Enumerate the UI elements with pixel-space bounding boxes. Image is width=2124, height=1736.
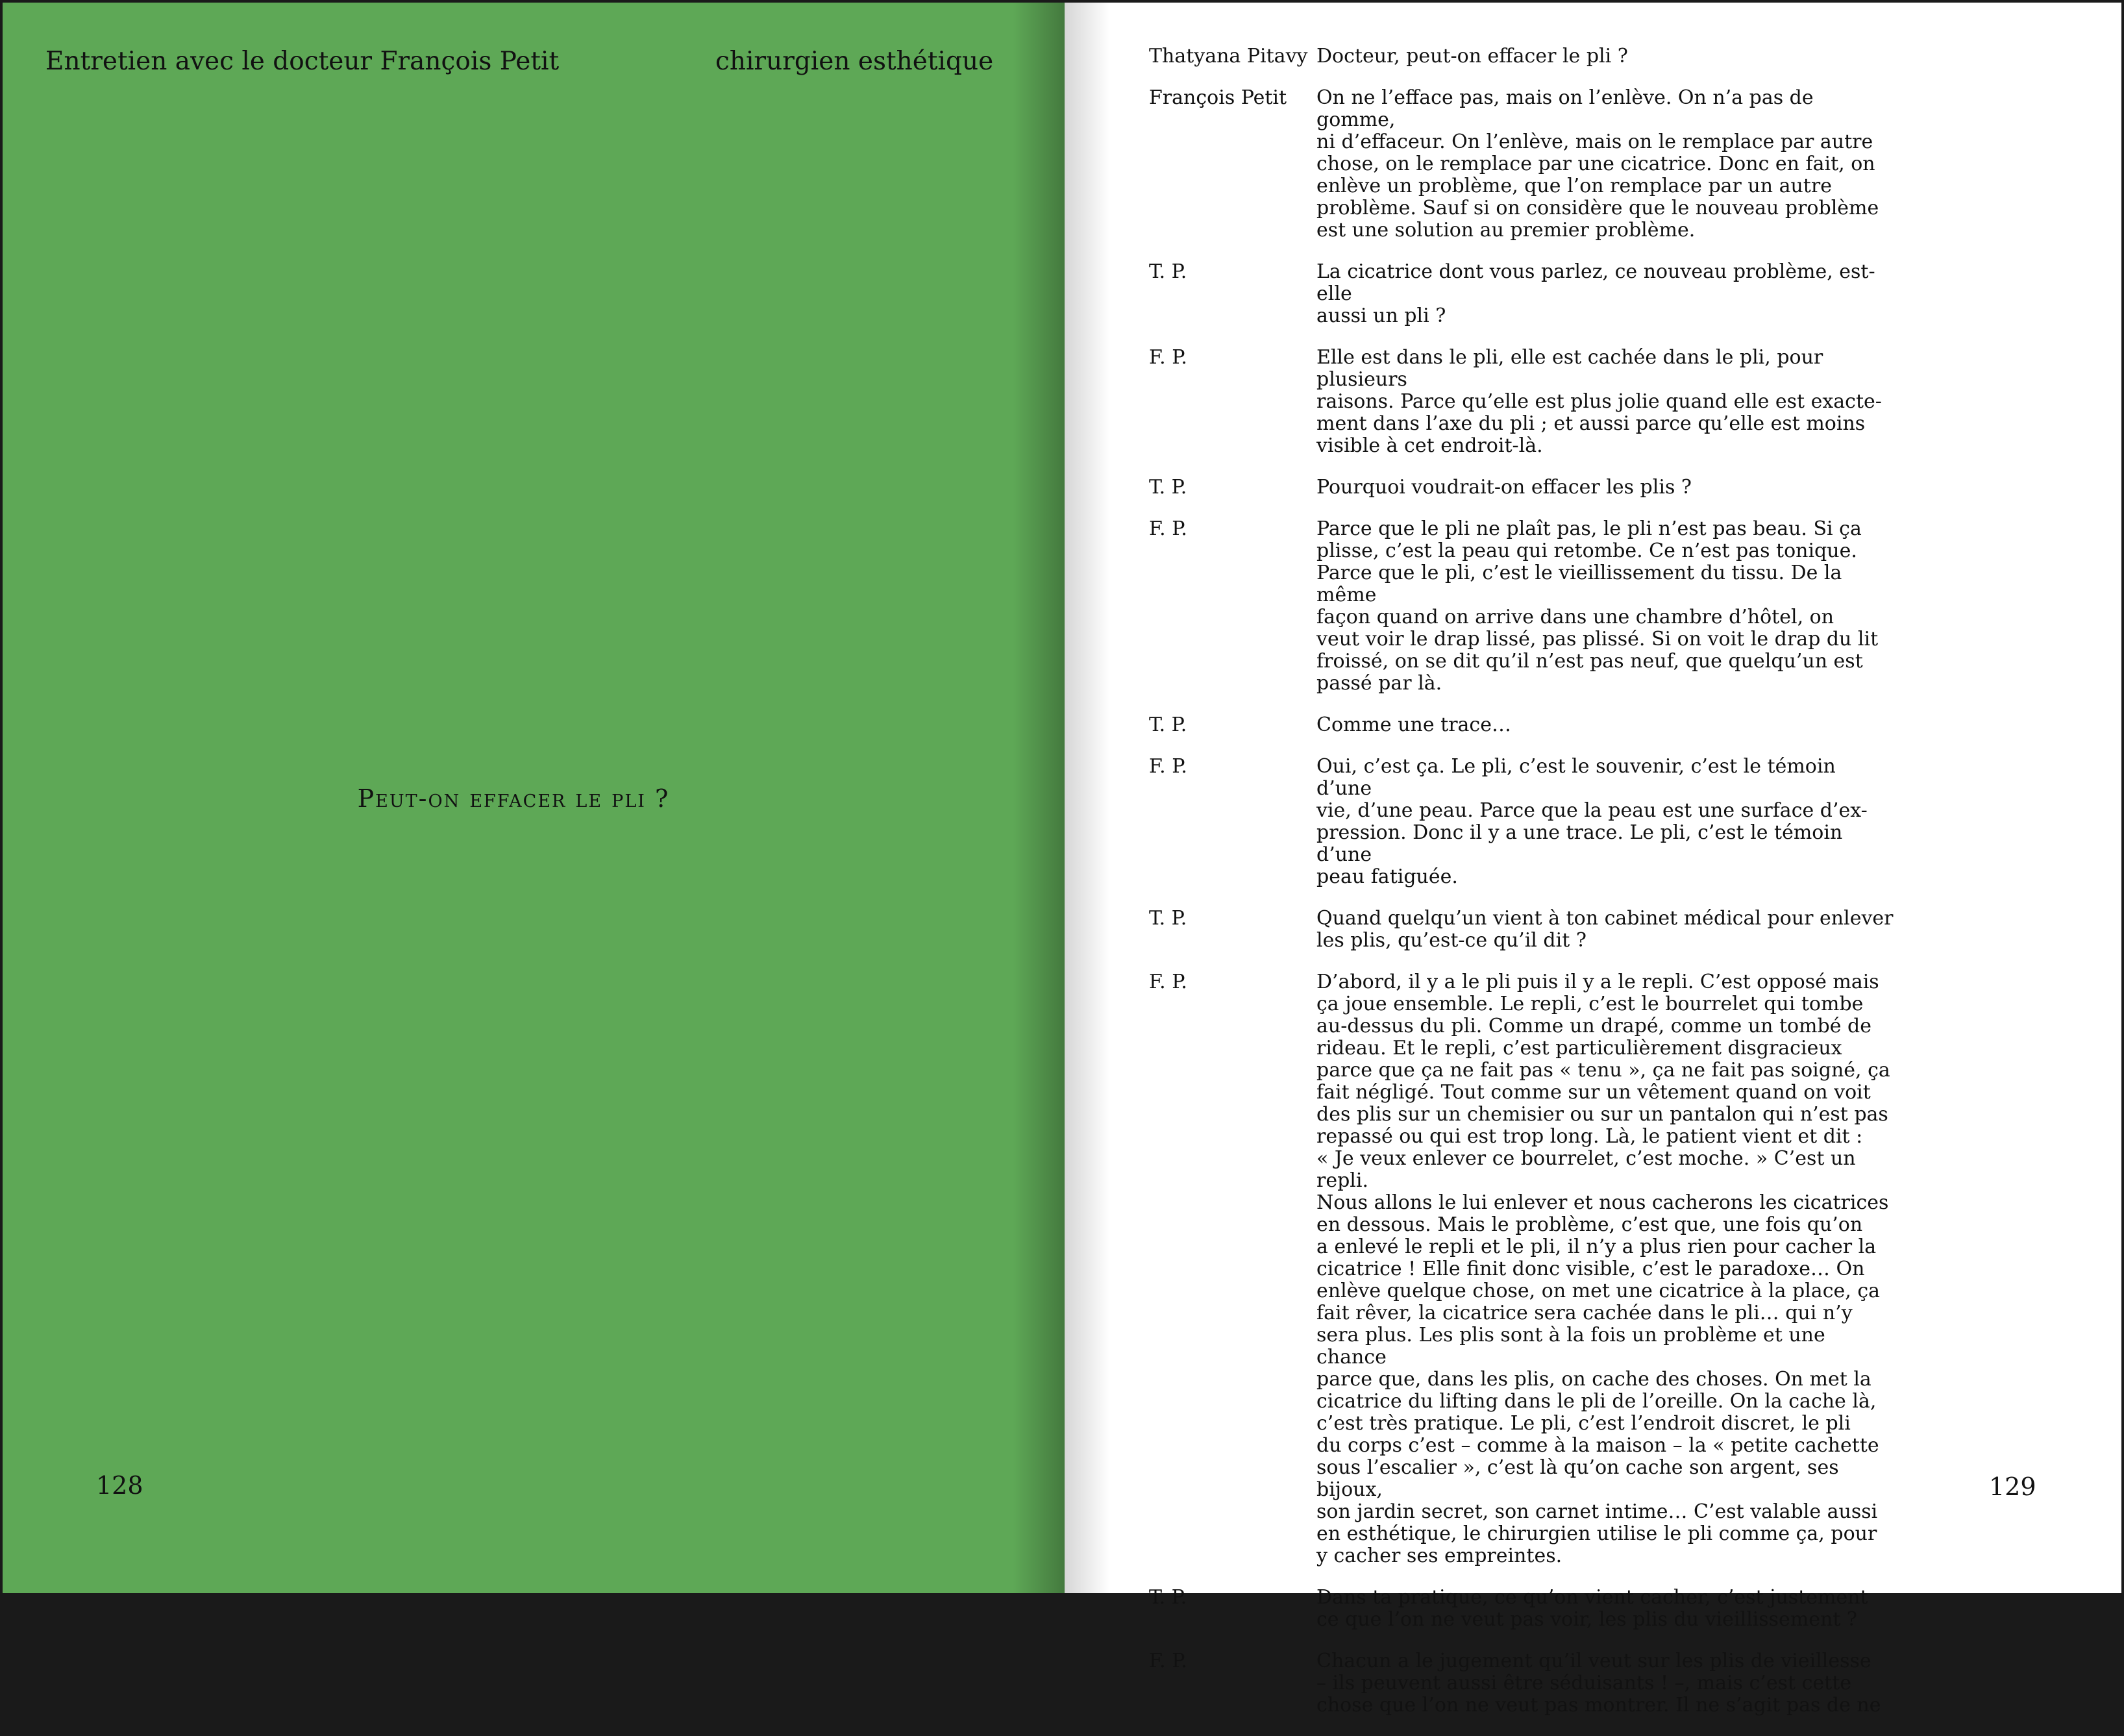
dialogue-turn <box>1149 1650 1902 1717</box>
dialogue-text: Pourquoi voudrait-on effacer les plis ? <box>1316 476 1692 499</box>
left-page <box>3 3 1065 1593</box>
speaker-name: T. P. <box>1149 1586 1187 1609</box>
dialogue-turn <box>1149 518 1902 695</box>
running-header-title: Entretien avec le docteur François Petit <box>45 47 560 76</box>
dialogue-turn <box>1149 714 1902 736</box>
dialogue-turn <box>1149 756 1902 888</box>
speaker-name: T. P. <box>1149 713 1187 736</box>
book-spread <box>3 3 2121 1717</box>
dialogue-text: Dans ta pratique, ce qu’on vient cacher, c’est justement ce que l’on ne veut pas voir, les plis du vieillissement ? <box>1316 1586 1868 1631</box>
speaker-name: F. P. <box>1149 346 1187 369</box>
speaker-name: T. P. <box>1149 260 1187 283</box>
dialogue-turn <box>1149 261 1902 327</box>
dialogue-text: Comme une trace… <box>1316 713 1511 736</box>
dialogue-turn <box>1149 45 1902 68</box>
speaker-name: T. P. <box>1149 907 1187 930</box>
dialogue-text: La cicatrice dont vous parlez, ce nouveau problème, est-elle aussi un pli ? <box>1316 260 1875 327</box>
dialogue-text: Parce que le pli ne plaît pas, le pli n’est pas beau. Si ça plisse, c’est la peau qui retombe. Ce n’est pas tonique. Parce que le pli, c’est le vieillissement du tissu. De la même façon quand on arrive dans une chambre d’hôtel, on veut voir le drap lissé, pas plissé. Si on voit le drap du lit froissé, on se dit qu’il n’est pas neuf, que quelqu’un est passé par là. <box>1316 517 1879 695</box>
speaker-name: F. P. <box>1149 517 1187 540</box>
page-number-right: 129 <box>1989 1472 2036 1501</box>
dialogue-text: Docteur, peut-on effacer le pli ? <box>1316 45 1628 68</box>
right-page <box>1065 3 2121 1717</box>
speaker-name: Thatyana Pitavy <box>1149 45 1308 68</box>
dialogue-turn <box>1149 971 1902 1567</box>
dialogue-turn <box>1149 1587 1902 1631</box>
speaker-name: F. P. <box>1149 755 1187 778</box>
speaker-name: F. P. <box>1149 971 1187 993</box>
dialogue-text: Oui, c’est ça. Le pli, c’est le souvenir, c’est le témoin d’une vie, d’une peau. Parce que la peau est une surface d’ex- pression. Donc il y a une trace. Le pli, c’est le témoin d’une peau fatiguée. <box>1316 755 1868 888</box>
speaker-name: T. P. <box>1149 476 1187 499</box>
running-header-subtitle: chirurgien esthétique <box>715 47 994 76</box>
page-number-left: 128 <box>96 1471 143 1500</box>
dialogue-turn <box>1149 87 1902 242</box>
dialogue-turn <box>1149 347 1902 457</box>
interview-dialogue <box>1149 45 1902 1736</box>
speaker-name: F. P. <box>1149 1650 1187 1672</box>
dialogue-text: Chacun a le jugement qu’il veut sur les plis de vieillesse – ils peuvent aussi être séduisants ! –, mais c’est cette chose que l’on ne veut pas montrer. Il ne s’agit pas de ne <box>1316 1650 1881 1717</box>
dialogue-text: On ne l’efface pas, mais on l’enlève. On n’a pas de gomme, ni d’effaceur. On l’enlève, mais on le remplace par autre chose, on le remplace par une cicatrice. Donc en fait, on enlève un problème, que l’on remplace par un autre problème. Sauf si on considère que le nouveau problème est une solution au premier problème. <box>1316 86 1879 242</box>
speaker-name: François Petit <box>1149 86 1287 109</box>
dialogue-turn <box>1149 908 1902 952</box>
dialogue-turn <box>1149 477 1902 499</box>
chapter-title: Peut-on effacer le pli ? <box>357 784 670 813</box>
dialogue-text: Quand quelqu’un vient à ton cabinet médical pour enlever les plis, qu’est-ce qu’il dit ? <box>1316 907 1894 952</box>
dialogue-text: Elle est dans le pli, elle est cachée dans le pli, pour plusieurs raisons. Parce qu’elle est plus jolie quand elle est exacte- ment dans l’axe du pli ; et aussi parce qu’elle est moins visible à cet endroit-là. <box>1316 346 1882 457</box>
dialogue-text: D’abord, il y a le pli puis il y a le repli. C’est opposé mais ça joue ensemble. Le repli, c’est le bourrelet qui tombe au-dessus du pli. Comme un drapé, comme un tombé de rideau. Et le repli, c’est particulièrement disgracieux parce que ça ne fait pas « tenu », ça ne fait pas soigné, ça fait négligé. Tout comme sur un vêtement quand on voit des plis sur un chemisier ou sur un pantalon qui n’est pas repassé ou qui est trop long. Là, le patient vient et dit : « Je veux enlever ce bourrelet, c’est moche. » C’est un repli. Nous allons le lui enlever et nous cacherons les cicatrices en dessous. Mais le problème, c’est que, une fois qu’on a enlevé le repli et le pli, il n’y a plus rien pour cacher la cicatrice ! Elle finit donc visible, c’est le paradoxe… On enlève quelque chose, on met une cicatrice à la place, ça fait rêver, la cicatrice sera cachée dans le pli… qui n’y sera plus. Les plis sont à la fois un problème et une chance parce que, dans les plis, on cache des choses. On met la cicatrice du lifting dans le pli de l’oreille. On la cache là, c’est très pratique. Le pli, c’est l’endroit discret, le pli du corps c’est – comme à la maison – la « petite cachette sous l’escalier », c’est là qu’on cache son argent, ses bijoux, son jardin secret, son carnet intime… C’est valable aussi en esthétique, le chirurgien utilise le pli comme ça, pour y cacher ses empreintes. <box>1316 971 1890 1567</box>
